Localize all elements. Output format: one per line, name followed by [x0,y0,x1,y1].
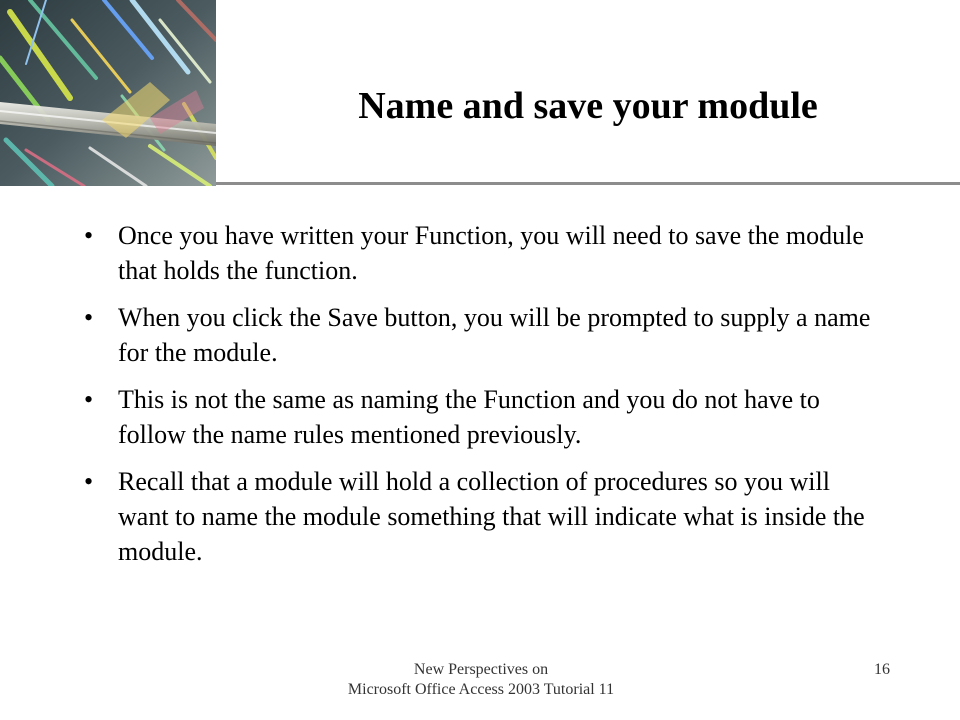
page-number: 16 [874,661,890,678]
bullet-text: When you click the Save button, you will be prompted to supply a name for the module. [118,303,871,367]
bullet-item [84,382,874,452]
slide-title: Name and save your module [358,85,818,127]
corner-decorative-image [0,0,216,186]
footer-line-2: Microsoft Office Access 2003 Tutorial 11 [347,681,615,698]
bullet-marker: • [84,303,94,332]
bullet-text: Recall that a module will hold a collection of procedures so you will want to name the module something that will indicate what is inside the module. [118,467,865,566]
bullet-text: This is not the same as naming the Function and you do not have to follow the name rules mentioned previously. [118,385,820,449]
abstract-glass-photo-icon [0,0,216,186]
bullet-item [84,300,874,370]
bullet-text: Once you have written your Function, you will need to save the module that holds the function. [118,221,864,285]
footer-line-1: New Perspectives on [413,661,549,678]
header-divider [216,182,960,185]
bullet-marker: • [84,221,94,250]
bullet-marker: • [84,385,94,414]
bullet-list [84,218,874,581]
bullet-item [84,464,874,569]
bullet-marker: • [84,467,94,496]
footer-course-label [316,660,646,700]
bullet-item [84,218,874,288]
